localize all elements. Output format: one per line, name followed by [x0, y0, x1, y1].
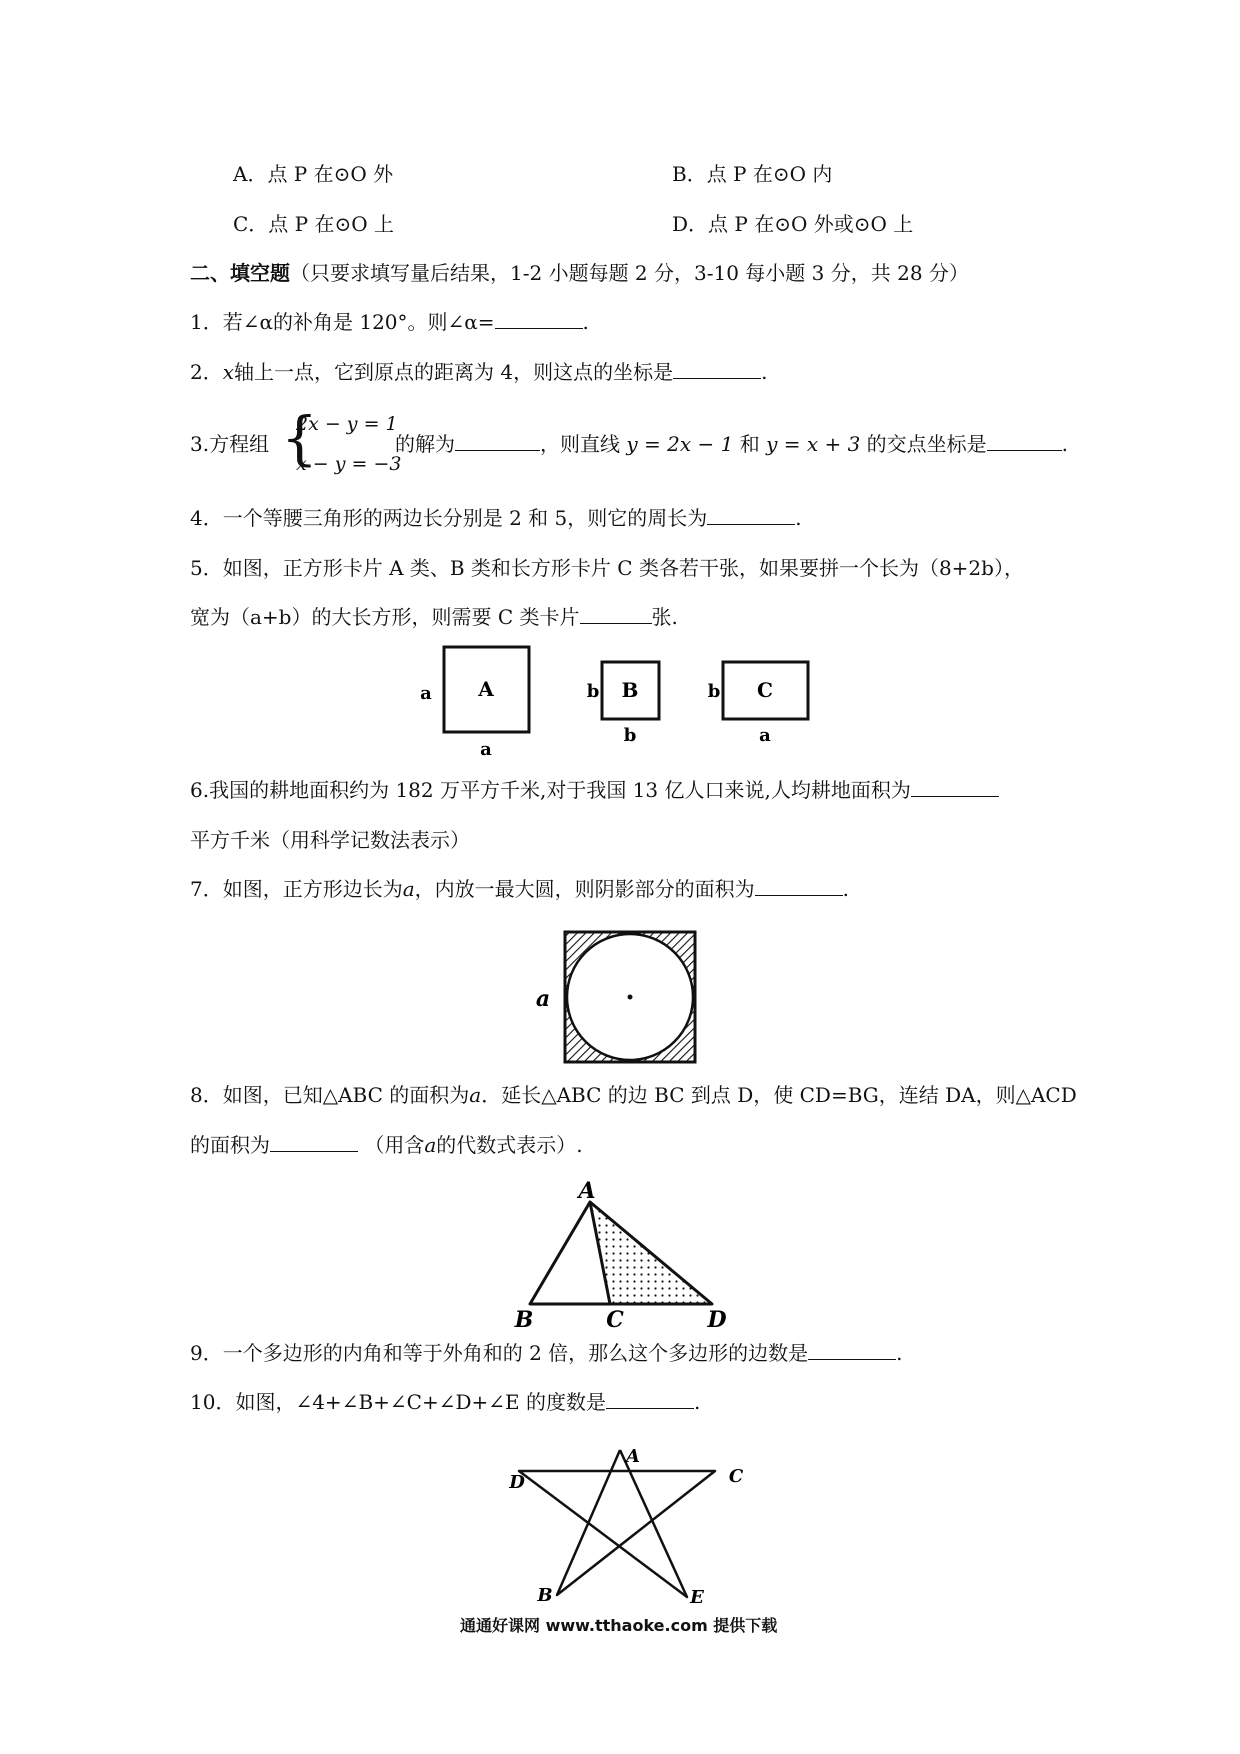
question-8-text-4: （用含 — [364, 1133, 425, 1157]
equation-2: x − y = −3 — [296, 453, 402, 475]
square-side-label: a — [535, 986, 551, 1012]
question-3-text: 的解为 — [395, 432, 455, 456]
star-label-c: C — [728, 1466, 744, 1487]
answer-blank[interactable] — [580, 605, 652, 624]
question-3-text-2: ，则直线 — [540, 432, 620, 456]
question-1 — [190, 310, 589, 334]
card-a-label: A — [478, 677, 494, 701]
question-5-end: 张. — [651, 605, 678, 629]
star-figure — [495, 1440, 755, 1605]
card-b — [587, 662, 659, 746]
section-note: （只要求填写量后结果，1-2 小题每题 2 分，3-10 每小题 3 分，共 28 分） — [290, 261, 969, 285]
question-2-end: . — [761, 360, 768, 384]
star-label-a: A — [626, 1446, 640, 1467]
card-c-label: C — [757, 678, 773, 702]
card-a-side-left: a — [420, 683, 432, 704]
card-b-label: B — [621, 678, 639, 702]
variable-a: a — [469, 1083, 482, 1107]
question-5-line-1: 5．如图，正方形卡片 A 类、B 类和长方形卡片 C 类各若干张，如果要拼一个长为（8+2b）， — [190, 556, 1024, 580]
system-brace: { — [281, 404, 318, 472]
question-7-text: 7．如图，正方形边长为 — [190, 877, 403, 901]
question-10-text: 10．如图，∠4+∠B+∠C+∠D+∠E 的度数是 — [190, 1390, 606, 1414]
question-3-rest — [395, 432, 1068, 456]
answer-blank[interactable] — [270, 1133, 358, 1152]
question-2-number: 2． — [190, 360, 223, 384]
card-b-side-left: b — [586, 681, 600, 702]
question-6-line-1 — [190, 778, 999, 802]
question-7-end: . — [842, 877, 850, 901]
answer-blank[interactable] — [755, 877, 843, 896]
variable-x: x — [222, 360, 235, 384]
choice-c: C．点 P 在⊙O 上 — [233, 212, 394, 236]
star-label-e: E — [690, 1587, 704, 1605]
card-c-side-left: b — [707, 681, 721, 702]
triangle-label-a: A — [578, 1180, 596, 1204]
question-7 — [190, 877, 849, 901]
equation-1: 2x − y = 1 — [296, 413, 398, 435]
card-a-side-bottom: a — [480, 739, 492, 760]
question-4-end: . — [795, 506, 802, 530]
line-equation-2: y = x + 3 — [766, 432, 861, 456]
question-4 — [190, 506, 802, 530]
answer-blank[interactable] — [455, 432, 540, 451]
star-label-d: D — [509, 1472, 525, 1493]
question-4-text: 4．一个等腰三角形的两边长分别是 2 和 5，则它的周长为 — [190, 506, 708, 530]
question-3-end: . — [1061, 432, 1069, 456]
card-c — [708, 662, 808, 746]
question-1-end: . — [582, 310, 589, 334]
variable-a: a — [402, 877, 415, 901]
triangle-label-c: C — [606, 1307, 624, 1330]
card-a — [420, 647, 529, 760]
card-b-side-bottom: b — [623, 725, 637, 746]
section-heading-line — [190, 261, 969, 285]
section-heading: 二、填空题 — [190, 261, 290, 285]
answer-blank[interactable] — [606, 1390, 694, 1409]
cards-figure — [415, 640, 835, 760]
question-3-prefix: 3.方程组 — [190, 432, 270, 456]
question-10 — [190, 1390, 700, 1414]
question-5-line-2 — [190, 605, 678, 629]
question-8-text-3: 的面积为 — [190, 1133, 270, 1157]
answer-blank[interactable] — [911, 778, 999, 797]
question-8-text: 8．如图，已知△ABC 的面积为 — [190, 1083, 470, 1107]
question-9 — [190, 1341, 903, 1365]
question-2-text: 轴上一点，它到原点的距离为 4，则这点的坐标是 — [234, 360, 674, 384]
question-2 — [190, 360, 767, 384]
answer-blank[interactable] — [495, 310, 583, 329]
question-8-line-2 — [190, 1133, 583, 1157]
question-8-text-5: 的代数式表示）. — [436, 1133, 583, 1157]
question-5-text: 宽为（a+b）的大长方形，则需要 C 类卡片 — [190, 605, 580, 629]
square-circle-figure — [530, 920, 720, 1070]
question-1-text: 1．若∠α的补角是 120°。则∠α= — [190, 310, 495, 334]
question-10-end: . — [694, 1390, 701, 1414]
answer-blank[interactable] — [673, 360, 761, 379]
triangle-figure — [505, 1180, 755, 1330]
variable-a: a — [424, 1133, 437, 1157]
star-label-b: B — [537, 1585, 553, 1605]
choice-d: D．点 P 在⊙O 外或⊙O 上 — [672, 212, 914, 236]
answer-blank[interactable] — [808, 1341, 896, 1360]
footer-text: 通通好课网 www.tthaoke.com 提供下载 — [460, 1616, 778, 1635]
question-6-line-2: 平方千米（用科学记数法表示） — [190, 828, 470, 852]
question-3-and: 和 — [739, 432, 760, 456]
question-7-text-2: ，内放一最大圆，则阴影部分的面积为 — [414, 877, 755, 901]
question-6-text: 6.我国的耕地面积约为 182 万平方千米,对于我国 13 亿人口来说,人均耕地面积为 — [190, 778, 911, 802]
answer-blank[interactable] — [987, 432, 1062, 451]
question-8-text-2: ．延长△ABC 的边 BC 到点 D，使 CD=BG，连结 DA，则△ACD — [481, 1083, 1077, 1107]
question-9-text: 9．一个多边形的内角和等于外角和的 2 倍，那么这个多边形的边数是 — [190, 1341, 809, 1365]
card-c-side-bottom: a — [759, 725, 771, 746]
line-equation-1: y = 2x − 1 — [626, 432, 734, 456]
triangle-label-b: B — [514, 1307, 534, 1330]
question-3-text-3: 的交点坐标是 — [866, 432, 987, 456]
choice-a: A．点 P 在⊙O 外 — [233, 162, 394, 186]
choice-b: B．点 P 在⊙O 内 — [672, 162, 833, 186]
answer-blank[interactable] — [707, 506, 795, 525]
triangle-label-d: D — [707, 1307, 727, 1330]
question-9-end: . — [896, 1341, 903, 1365]
question-8-line-1 — [190, 1083, 1077, 1107]
